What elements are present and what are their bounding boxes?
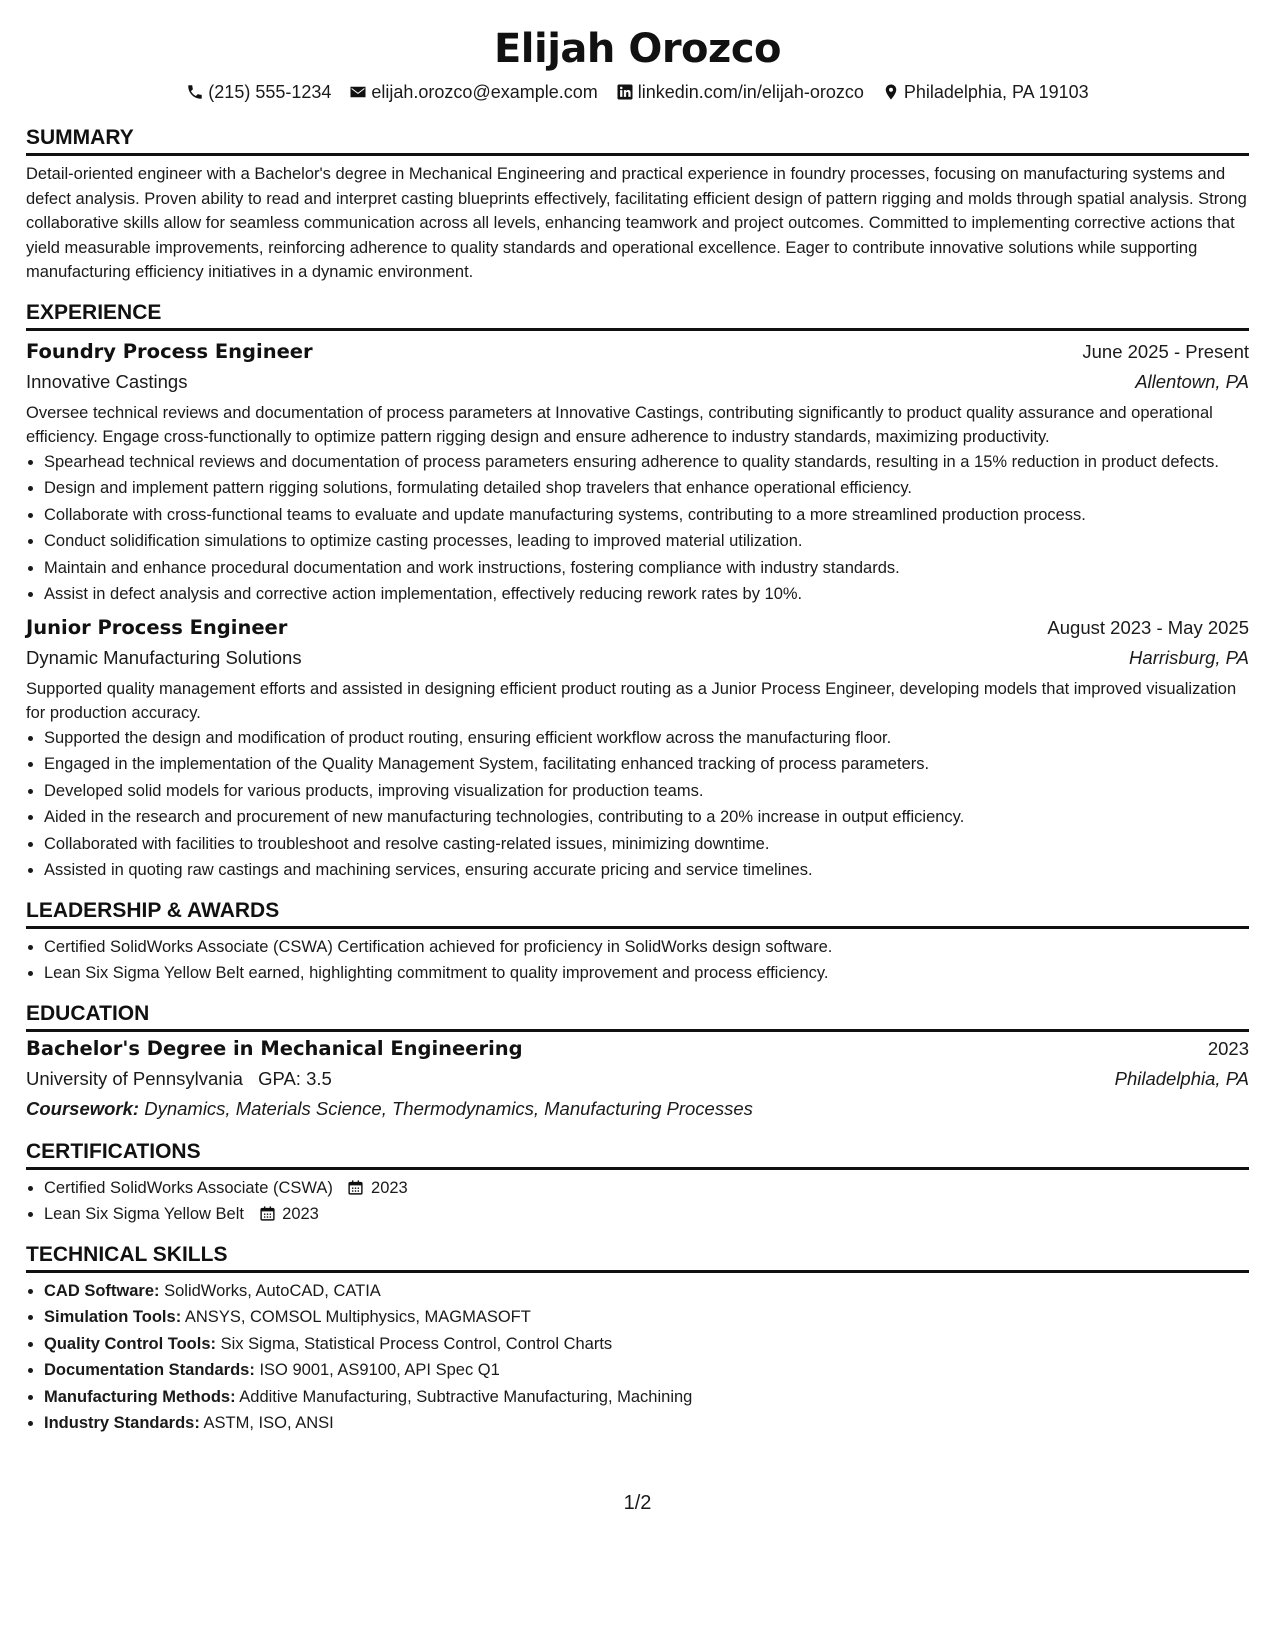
linkedin-icon — [616, 83, 634, 101]
certification-year: 2023 — [371, 1178, 408, 1197]
job-entry — [26, 613, 1249, 883]
job-bullets — [26, 450, 1249, 607]
job-location: Allentown, PA — [1135, 370, 1249, 392]
skill-label: CAD Software: — [44, 1281, 160, 1300]
coursework — [26, 1094, 1249, 1124]
certification-year: 2023 — [282, 1205, 319, 1223]
job-company: Innovative Castings — [26, 370, 188, 392]
page-number: 1/2 — [623, 1492, 652, 1514]
list-item — [44, 1358, 1249, 1383]
certification-name: Lean Six Sigma Yellow Belt — [44, 1205, 244, 1223]
coursework-list: Dynamics, Materials Science, Thermodynamics, Manufacturing Processes — [144, 1097, 753, 1119]
graduation-year: 2023 — [1207, 1037, 1249, 1059]
phone-text: (215) 555-1234 — [208, 81, 332, 102]
school-location: Philadelphia, PA — [1114, 1067, 1249, 1089]
skill-value: Additive Manufacturing, Subtractive Manufacturing, Machining — [239, 1387, 693, 1406]
list-item: • Lean Six Sigma Yellow Belt earned, highlighting commitment to quality improvement and process efficiency. — [44, 961, 1249, 986]
job-dates: June 2025 - Present — [1082, 340, 1249, 362]
job-entry — [26, 337, 1249, 607]
gpa: GPA: 3.5 — [258, 1067, 332, 1089]
job-description: Oversee technical reviews and documentation of process parameters at Innovative Castings, contributing significantly to product quality assurance and operational efficiency. Engage cross-functionally to optimize pattern rigging design and ensure adherence to industry standards, maximizing productivity. — [26, 403, 1213, 446]
summary-section — [26, 124, 1249, 285]
certifications-section — [26, 1138, 1249, 1227]
list-item: • Collaborated with facilities to troubleshoot and resolve casting-related issues, minimizing downtime. — [44, 832, 1249, 857]
phone-icon — [186, 83, 204, 101]
candidate-name: Elijah Orozco — [493, 26, 782, 72]
list-item: • Supported the design and modification of product routing, ensuring efficient workflow across the manufacturing floor. — [44, 726, 1249, 751]
certifications-heading: CERTIFICATIONS — [26, 1138, 1249, 1170]
skills-list — [26, 1279, 1249, 1436]
list-item — [44, 1305, 1249, 1330]
list-item — [44, 1385, 1249, 1410]
summary-text: Detail-oriented engineer with a Bachelor's degree in Mechanical Engineering and practical experience in foundry processes, focusing on manufacturing systems and defect analysis. Proven ability to read and interpret casting blueprints effectively, facilitating efficient design of pattern rigging and molds through spatial analysis. Strong collaborative skills allow for seamless communication across all levels, enhancing teamwork and project outcomes. Committed to implementing corrective actions that yield measurable improvements, reinforcing adherence to quality standards and operational excellence. Eager to contribute innovative solutions while supporting manufacturing efficiency initiatives in a dynamic environment. — [26, 165, 1247, 281]
job-dates: August 2023 - May 2025 — [1047, 616, 1249, 638]
skill-label: Documentation Standards: — [44, 1361, 255, 1379]
resume-page — [26, 0, 1249, 1438]
list-item: • Spearhead technical reviews and documentation of process parameters ensuring adherence to quality standards, resulting in a 15% reduction in product defects. — [44, 450, 1249, 475]
map-pin-icon — [882, 83, 900, 101]
job-bullets — [26, 726, 1249, 883]
leadership-list — [26, 935, 1249, 986]
calendar-icon — [347, 1179, 364, 1196]
list-item: • Certified SolidWorks Associate (CSWA) Certification achieved for proficiency in SolidWorks design software. — [44, 935, 1249, 960]
list-item: • Developed solid models for various products, improving visualization for production teams. — [44, 779, 1249, 804]
contact-linkedin[interactable] — [616, 82, 864, 103]
list-item: • Conduct solidification simulations to optimize casting processes, leading to improved material utilization. — [44, 529, 1249, 554]
experience-section — [26, 299, 1249, 883]
list-item — [44, 1202, 1249, 1227]
job-company: Dynamic Manufacturing Solutions — [26, 646, 302, 668]
job-title: Foundry Process Engineer — [26, 339, 313, 363]
education-heading: EDUCATION — [26, 1000, 1249, 1032]
skill-label: Manufacturing Methods: — [44, 1387, 236, 1406]
calendar-icon — [259, 1205, 276, 1222]
leadership-section — [26, 897, 1249, 986]
contact-location — [882, 82, 1089, 103]
contact-bar — [26, 78, 1249, 106]
list-item: • Assisted in quoting raw castings and machining services, ensuring accurate pricing and service timelines. — [44, 858, 1249, 883]
contact-phone — [186, 82, 331, 103]
envelope-icon — [349, 83, 367, 101]
skill-value: SolidWorks, AutoCAD, CATIA — [164, 1281, 381, 1300]
list-item — [44, 1279, 1249, 1304]
education-section — [26, 1000, 1249, 1124]
job-description: Supported quality management efforts and assisted in designing efficient product routing as a Junior Process Engineer, developing models that improved visualization for production accuracy. — [26, 679, 1237, 722]
skill-value: ASTM, ISO, ANSI — [203, 1414, 334, 1432]
skill-label: Simulation Tools: — [44, 1308, 182, 1326]
contact-email[interactable] — [349, 82, 597, 103]
list-item: • Aided in the research and procurement of new manufacturing technologies, contributing to a 20% increase in output efficiency. — [44, 805, 1249, 830]
summary-heading: SUMMARY — [26, 124, 1249, 156]
location-text: Philadelphia, PA 19103 — [903, 81, 1089, 102]
leadership-heading: LEADERSHIP & AWARDS — [26, 897, 1249, 929]
certifications-list — [26, 1176, 1249, 1227]
list-item — [44, 1332, 1249, 1357]
job-location: Harrisburg, PA — [1129, 646, 1249, 668]
list-item: • Maintain and enhance procedural documentation and work instructions, fostering compliance with industry standards. — [44, 556, 1249, 581]
email-text: elijah.orozco@example.com — [371, 81, 598, 102]
skill-label: Industry Standards: — [44, 1414, 200, 1432]
job-title: Junior Process Engineer — [26, 615, 288, 639]
skill-value: Six Sigma, Statistical Process Control, Control Charts — [220, 1334, 613, 1353]
skills-section — [26, 1241, 1249, 1436]
skills-heading: TECHNICAL SKILLS — [26, 1241, 1249, 1273]
list-item: • Assist in defect analysis and corrective action implementation, effectively reducing rework rates by 10%. — [44, 582, 1249, 607]
degree-title: Bachelor's Degree in Mechanical Engineering — [26, 1036, 523, 1060]
list-item — [44, 1176, 1249, 1201]
school-name: University of Pennsylvania — [26, 1067, 243, 1089]
skill-value: ANSYS, COMSOL Multiphysics, MAGMASOFT — [184, 1308, 531, 1326]
skill-value: ISO 9001, AS9100, API Spec Q1 — [259, 1361, 500, 1379]
list-item: • Design and implement pattern rigging solutions, formulating detailed shop travelers that enhance operational efficiency. — [44, 476, 1249, 501]
list-item: • Collaborate with cross-functional teams to evaluate and update manufacturing systems, contributing to a more streamlined production process. — [44, 503, 1249, 528]
list-item: • Engaged in the implementation of the Quality Management System, facilitating enhanced tracking of process parameters. — [44, 752, 1249, 777]
coursework-label: Coursework: — [26, 1097, 140, 1119]
skill-label: Quality Control Tools: — [44, 1334, 217, 1353]
linkedin-text: linkedin.com/in/elijah-orozco — [637, 81, 864, 102]
experience-heading: EXPERIENCE — [26, 299, 1249, 331]
list-item — [44, 1411, 1249, 1436]
certification-name: Certified SolidWorks Associate (CSWA) — [44, 1178, 333, 1197]
